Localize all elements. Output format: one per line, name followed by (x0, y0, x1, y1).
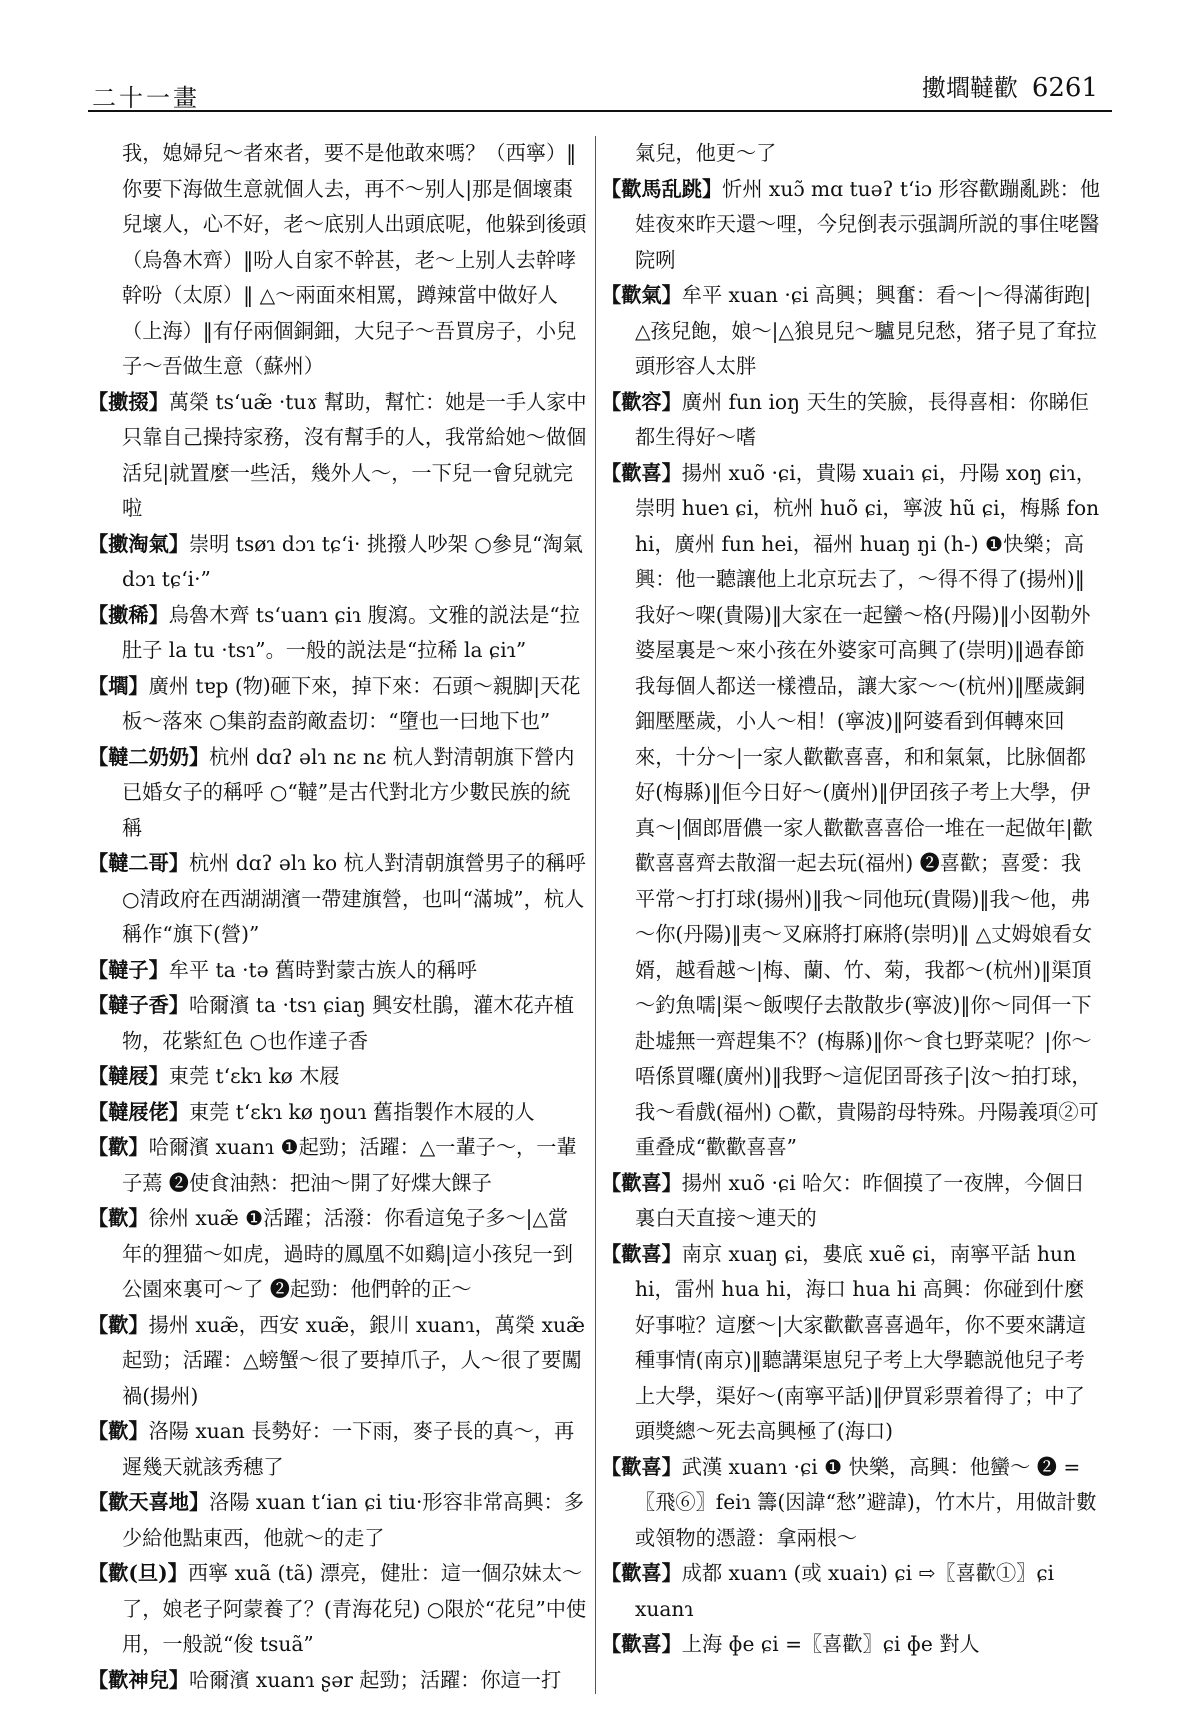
page-header (88, 58, 1112, 112)
entry-text: 杭州 dɑʔ əlɿ ko 杭人對清朝旗營男子的稱呼 ○清政府在西湖湖濱一帶建旗營，也叫“滿城”，杭人稱作“旗下(營)” (122, 851, 593, 946)
entry-headword: 【壛】 (88, 673, 149, 698)
entry-text: 忻州 xuɔ̃ mɑ tuəʔ tʻiɔ 形容歡蹦亂跳：他娃夜來昨天還～哩，今兒倒表示强調所説的事住咾醫院咧 (635, 176, 1101, 272)
right-column (601, 136, 1106, 1704)
entry-headword: 【歡喜】 (601, 1241, 682, 1266)
entry-text: 東莞 tʻɛkɿ kø 木屐 (168, 1064, 340, 1088)
dictionary-entry (601, 136, 1101, 172)
entry-text: 成都 xuanɿ (或 xuaiɿ) ɕi ⇨〖喜歡①〗ɕi xuanɿ (635, 1561, 1061, 1621)
entry-headword: 【擻掇】 (88, 389, 169, 414)
dictionary-entry (601, 1450, 1101, 1557)
entry-headword: 【韃二奶奶】 (88, 744, 210, 769)
entry-headword: 【歡神兒】 (88, 1667, 189, 1692)
dictionary-entry (601, 1556, 1101, 1627)
entry-headword: 【韃子香】 (88, 993, 189, 1017)
dictionary-entry (88, 1130, 588, 1201)
entry-headword: 【歡】 (88, 1206, 149, 1230)
entry-text: 萬榮 tsʻuæ̃ ·tuɤ 幫助，幫忙：她是一手人家中只靠自己操持家務，沒有幫手的人，我常給她～做個活兒|就置麼一些活，幾外人～，一下兒一會兒就完啦 (122, 389, 587, 520)
entry-text: 南京 xuaŋ ɕi，婁底 xuẽ ɕi，南寧平話 hun hi，雷州 hua hi，海口 hua hi 高興：你碰到什麼好事啦？這麼～|大家歡歡喜喜過年，你不要來講這種事情(南京)‖聽講渠崽兒子考上大學聽説他兒子考上大學，渠好～(南寧平話)‖伊買彩票着得了；中了頭獎總～死去高興極了(海口) (635, 1241, 1086, 1443)
dictionary-entry (601, 278, 1101, 385)
entry-text: 哈爾濱 xuanɿ ❶起勁；活躍：△一輩子～，一輩子蔫 ❷使食油熱：把油～開了好煠大餜子 (122, 1135, 577, 1195)
entry-text: 廣州 fun ioŋ 天生的笑臉，長得喜相：你睇佢都生得好～嗜 (635, 389, 1090, 449)
entry-headword: 【歡喜】 (601, 1632, 682, 1656)
entry-text: 牟平 ta ·tə 舊時對蒙古族人的稱呼 (168, 957, 477, 982)
entry-text: 武漢 xuanɿ ·ɕi ❶ 快樂，高興：他蠻～ ❷ =〖飛⑥〗feiɿ 籌(因諱“愁”避諱)，竹木片，用做計數或領物的憑證：拿兩根～ (635, 1454, 1097, 1550)
dictionary-entry (88, 740, 588, 847)
dictionary-entry (88, 1095, 588, 1131)
running-head (922, 68, 1098, 103)
dictionary-entry (88, 988, 588, 1059)
column-divider (595, 136, 596, 1694)
entry-text: 牟平 xuan ·ɕi 高興；興奮：看～|～得滿街跑|△孩兒飽，娘～|△狼見兒～驢見兒愁，猪子見了耷拉頭形容人太胖 (635, 283, 1097, 378)
entry-headword: 【歡天喜地】 (88, 1490, 210, 1514)
entry-headword: 【韃屐佬】 (88, 1099, 189, 1124)
dictionary-entry (88, 598, 588, 669)
entry-headword: 【韃屐】 (88, 1064, 169, 1088)
entry-text: 哈爾濱 xuanɿ ʂər 起勁；活躍：你這一打 (188, 1667, 562, 1692)
dictionary-entry (601, 456, 1106, 1166)
entry-headword: 【歡喜】 (601, 460, 682, 485)
dictionary-entry (88, 136, 588, 385)
entry-text: 洛陽 xuan 長勢好：一下雨，麥子長的真～，再遲幾天就該秀穗了 (122, 1419, 575, 1479)
entry-text: 上海 ɸe ɕi =〖喜歡〗ɕi ɸe 對人 (681, 1632, 980, 1656)
dictionary-entry (88, 953, 588, 989)
entry-text: 東莞 tʻɛkɿ kø ŋouɿ 舊指製作木屐的人 (188, 1099, 535, 1124)
dictionary-entry (88, 1308, 592, 1415)
left-column (88, 136, 593, 1704)
entry-headword: 【擻淘氣】 (88, 531, 189, 556)
entry-text: 哈爾濱 ta ·tsɿ ɕiaŋ 興安杜鵑，灌木花卉植物，花紫紅色 ○也作達子香 (122, 993, 575, 1053)
entry-text: 氣兒，他更～了 (635, 141, 777, 165)
dictionary-entry (601, 1627, 1101, 1663)
entry-text: 我，媳婦兒～者來者，要不是他敢來嗎？（西寧）‖你要下海做生意就個人去，再不～别人|那是個壞棗兒壞人，心不好，老～底别人出頭底呢，他躲到後頭（烏魯木齊）‖吩人自家不幹甚，老～上别人去幹哮幹吩（太原）‖ △～兩面來相罵，蹲辣當中做好人（上海）‖有仔兩個銅鈿，大兒子～吾買房子，小兒子～吾做生意（蘇州） (122, 141, 587, 378)
entry-headword: 【韃二哥】 (88, 851, 189, 875)
dictionary-entry (601, 172, 1101, 279)
entry-text: 崇明 tsøɿ dɔɿ tɕʻi· 挑撥人吵架 ○參見“淘氣 dɔɿ tɕʻi·” (122, 531, 590, 591)
entry-headword: 【歡喜】 (601, 1561, 682, 1585)
dictionary-entry (601, 385, 1101, 456)
dictionary-entry (88, 385, 588, 527)
dictionary-entry (88, 669, 588, 740)
head-words: 擻壛韃歡 (921, 74, 1018, 102)
dictionary-entry (88, 1556, 588, 1663)
entry-headword: 【歡(旦)】 (88, 1561, 188, 1585)
section-label: 二十一畫 (92, 84, 200, 112)
entry-headword: 【歡容】 (601, 389, 682, 414)
entry-text: 杭州 dɑʔ əlɿ nɛ nɛ 杭人對清朝旗下營内已婚女子的稱呼 ○“韃”是古代對北方少數民族的統稱 (122, 744, 575, 840)
dictionary-entry (88, 1201, 588, 1308)
entry-headword: 【歡馬乱跳】 (601, 176, 723, 201)
entry-headword: 【歡】 (88, 1135, 149, 1159)
entry-text: 洛陽 xuan tʻian ɕi tiu·形容非常高興：多少給他點東西，他就～的走了 (122, 1490, 584, 1550)
dictionary-entry (88, 527, 588, 598)
entry-headword: 【歡喜】 (601, 1454, 682, 1479)
entry-text: 廣州 tɐp (物)砸下來，掉下來：石頭～親脚|天花板～落來 ○集韵盍韵敵盍切：“墮也一曰地下也” (122, 673, 581, 733)
entry-text: 揚州 xuæ̃，西安 xuæ̃，銀川 xuanɿ，萬榮 xuæ̃ 起勁；活躍：△螃蟹～很了要掉爪子，人～很了要闖禍(揚州) (122, 1312, 592, 1408)
dictionary-entry (88, 1663, 588, 1699)
dictionary-entry (601, 1166, 1101, 1237)
entry-text: 揚州 xuõ ·ɕi 哈欠：昨個摸了一夜牌，今個日裏白天直接～連天的 (635, 1170, 1085, 1230)
entry-text: 徐州 xuæ̃ ❶活躍；活潑：你看這兔子多～|△當年的狸猫～如虎，過時的鳳凰不如鷄|這小孩兒一到公園來裏可～了 ❷起勁：他們幹的正～ (122, 1206, 573, 1301)
header-rule (88, 110, 1112, 112)
page-number: 6261 (1031, 73, 1098, 103)
entry-headword: 【韃子】 (88, 957, 169, 982)
entry-headword: 【歡氣】 (601, 283, 682, 307)
dictionary-entry (88, 1059, 588, 1095)
dictionary-entry (88, 846, 593, 953)
entry-headword: 【擻稀】 (88, 602, 169, 627)
entry-text: 烏魯木齊 tsʻuanɿ ɕiɿ 腹瀉。文雅的説法是“拉肚子 la tu ·tsɿ”。一般的説法是“拉稀 la ɕiɿ” (122, 602, 580, 662)
entry-headword: 【歡喜】 (601, 1170, 682, 1195)
entry-headword: 【歡】 (88, 1312, 149, 1337)
entry-text: 揚州 xuõ ·ɕi，貴陽 xuaiɿ ɕi，丹陽 xoŋ ɕiɿ，崇明 hueɿ ɕi，杭州 huõ ɕi，寧波 hũ ɕi，梅縣 fon hi，廣州 fun hei，福州 huaŋ ŋi (h-) ❶快樂；高興：他一聽讓他上北京玩去了，～得不得了(揚州)‖我好～㗎(貴陽)‖大家在一起蠻～格(丹陽)‖小囡勒外婆屋裏是～來小孩在外婆家可高興了(崇明)‖過春節我每個人都送一樣禮品，讓大家～～(杭州)‖壓歲銅鈿壓壓歲，小人～相！(寧波)‖阿婆看到佴轉來回來，十分～|一家人歡歡喜喜，和和氣氣，比脉個都好(梅縣)‖佢今日好～(廣州)‖伊囝孩子考上大學，伊真～|個郎厝儂一家人歡歡喜喜佮一堆在一起做年|歡歡喜喜齊去散溜一起去玩(福州) ❷喜歡；喜愛：我平常～打打球(揚州)‖我～同他玩(貴陽)‖我～他，弗～你(丹陽)‖夷～叉麻將打麻將(崇明)‖ △丈姆娘看女婿，越看越～|梅、蘭、竹、菊，我都～(杭州)‖渠頂～釣魚嚅|渠～飯喫仔去散散步(寧波)‖你～同佴一下赴墟無一齊趕集不？(梅縣)‖你～食乜野菜呢？|你～唔係買囉(廣州)‖我野～這伲囝哥孩子|汝～拍打球，我～看戲(福州) ○歡，貴陽韵母特殊。丹陽義項②可重叠成“歡歡喜喜” (635, 460, 1106, 1159)
dictionary-entry (601, 1237, 1101, 1450)
entry-headword: 【歡】 (88, 1419, 149, 1443)
dictionary-entry (88, 1485, 588, 1556)
entry-text: 西寧 xuã (tã) 漂亮，健壯：這一個尕妹太～了，娘老子阿蒙養了？(青海花兒) ○限於“花兒”中使用，一般説“俊 tsuã” (122, 1561, 587, 1656)
dictionary-entry (88, 1414, 588, 1485)
